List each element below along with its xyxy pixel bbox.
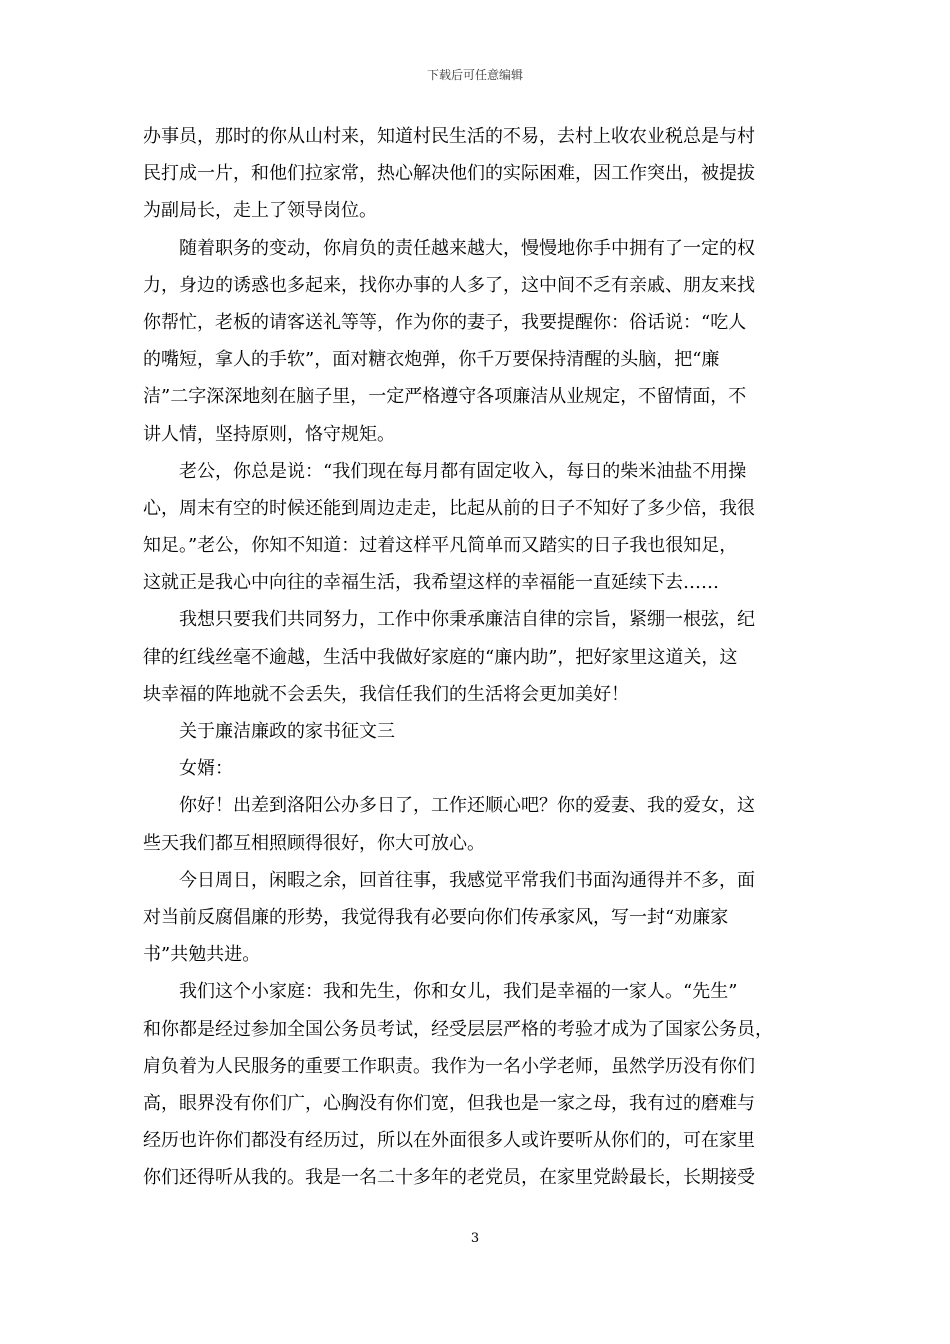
text-line: 今日周日，闲暇之余，回首往事，我感觉平常我们书面沟通得并不多，面 [179, 869, 755, 891]
text-line: 你好！出差到洛阳公办多日了，工作还顺心吧？你的爱妻、我的爱女，这 [179, 795, 755, 817]
text-line: 肩负着为人民服务的重要工作职责。我作为一名小学老师，虽然学历没有你们 [143, 1055, 755, 1077]
document-body [143, 118, 809, 1196]
text-line: 老公，你总是说：“我们现在每月都有固定收入，每日的柴米油盐不用操 [179, 460, 747, 482]
text-line: 书”共勉共进。 [143, 944, 261, 966]
text-line: 我想只要我们共同努力，工作中你秉承廉洁自律的宗旨，紧绷一根弦，纪 [179, 609, 755, 631]
text-line: 你们还得听从我的。我是一名二十多年的老党员，在家里党龄最长，长期接受 [143, 1167, 755, 1189]
text-line: 办事员，那时的你从山村来，知道村民生活的不易，去村上收农业税总是与村 [143, 126, 755, 147]
text-line: 心，周末有空的时候还能到周边走走，比起从前的日子不知好了多少倍，我很 [143, 497, 755, 519]
text-line: 关于廉洁廉政的家书征文三 [179, 721, 395, 742]
text-line: 经历也许你们都没有经历过，所以在外面很多人或许要听从你们的，可在家里 [143, 1130, 755, 1152]
text-line: 我们这个小家庭：我和先生，你和女儿，我们是幸福的一家人。“先生” [179, 981, 738, 1003]
text-line: 你帮忙，老板的请客送礼等等，作为你的妻子，我要提醒你：俗话说：“吃人 [143, 311, 747, 333]
text-line: 讲人情，坚持原则，恪守规矩。 [143, 423, 395, 445]
text-line: 和你都是经过参加全国公务员考试，经受层层严格的考验才成为了国家公务员， [143, 1018, 773, 1040]
text-line: 块幸福的阵地就不会丢失，我信任我们的生活将会更加美好！ [143, 683, 629, 705]
text-line: 律的红线丝毫不逾越，生活中我做好家庭的“廉内助”，把好家里这道关，这 [143, 646, 738, 668]
text-line: 些天我们都互相照顾得很好，你大可放心。 [143, 832, 485, 854]
text-line: 力，身边的诱惑也多起来，找你办事的人多了，这中间不乏有亲戚、朋友来找 [143, 274, 755, 296]
text-line: 知足。”老公，你知不知道：过着这样平凡简单而又踏实的日子我也很知足， [143, 535, 738, 557]
text-line: 洁”二字深深地刻在脑子里，一定严格遵守各项廉洁从业规定，不留情面，不 [143, 386, 747, 408]
text-line: 高，眼界没有你们广，心胸没有你们宽，但我也是一家之母，我有过的磨难与 [143, 1092, 755, 1114]
text-line: 女婿： [179, 758, 233, 780]
text-line: 民打成一片，和他们拉家常，热心解决他们的实际困难，因工作突出，被提拔 [143, 163, 755, 185]
page-number: 3 [470, 1231, 480, 1246]
text-line: 为副局长，走上了领导岗位。 [143, 200, 377, 222]
text-line: 这就正是我心中向往的幸福生活，我希望这样的幸福能一直延续下去…… [143, 572, 719, 594]
text-line: 的嘴短，拿人的手软”，面对糖衣炮弹，你千万要保持清醒的头脑，把“廉 [143, 349, 720, 371]
text-line: 随着职务的变动，你肩负的责任越来越大，慢慢地你手中拥有了一定的权 [179, 237, 755, 259]
text-line: 对当前反腐倡廉的形势，我觉得我有必要向你们传承家风，写一封“劝廉家 [143, 906, 729, 928]
page-header: 下载后可任意编辑 [426, 68, 523, 82]
